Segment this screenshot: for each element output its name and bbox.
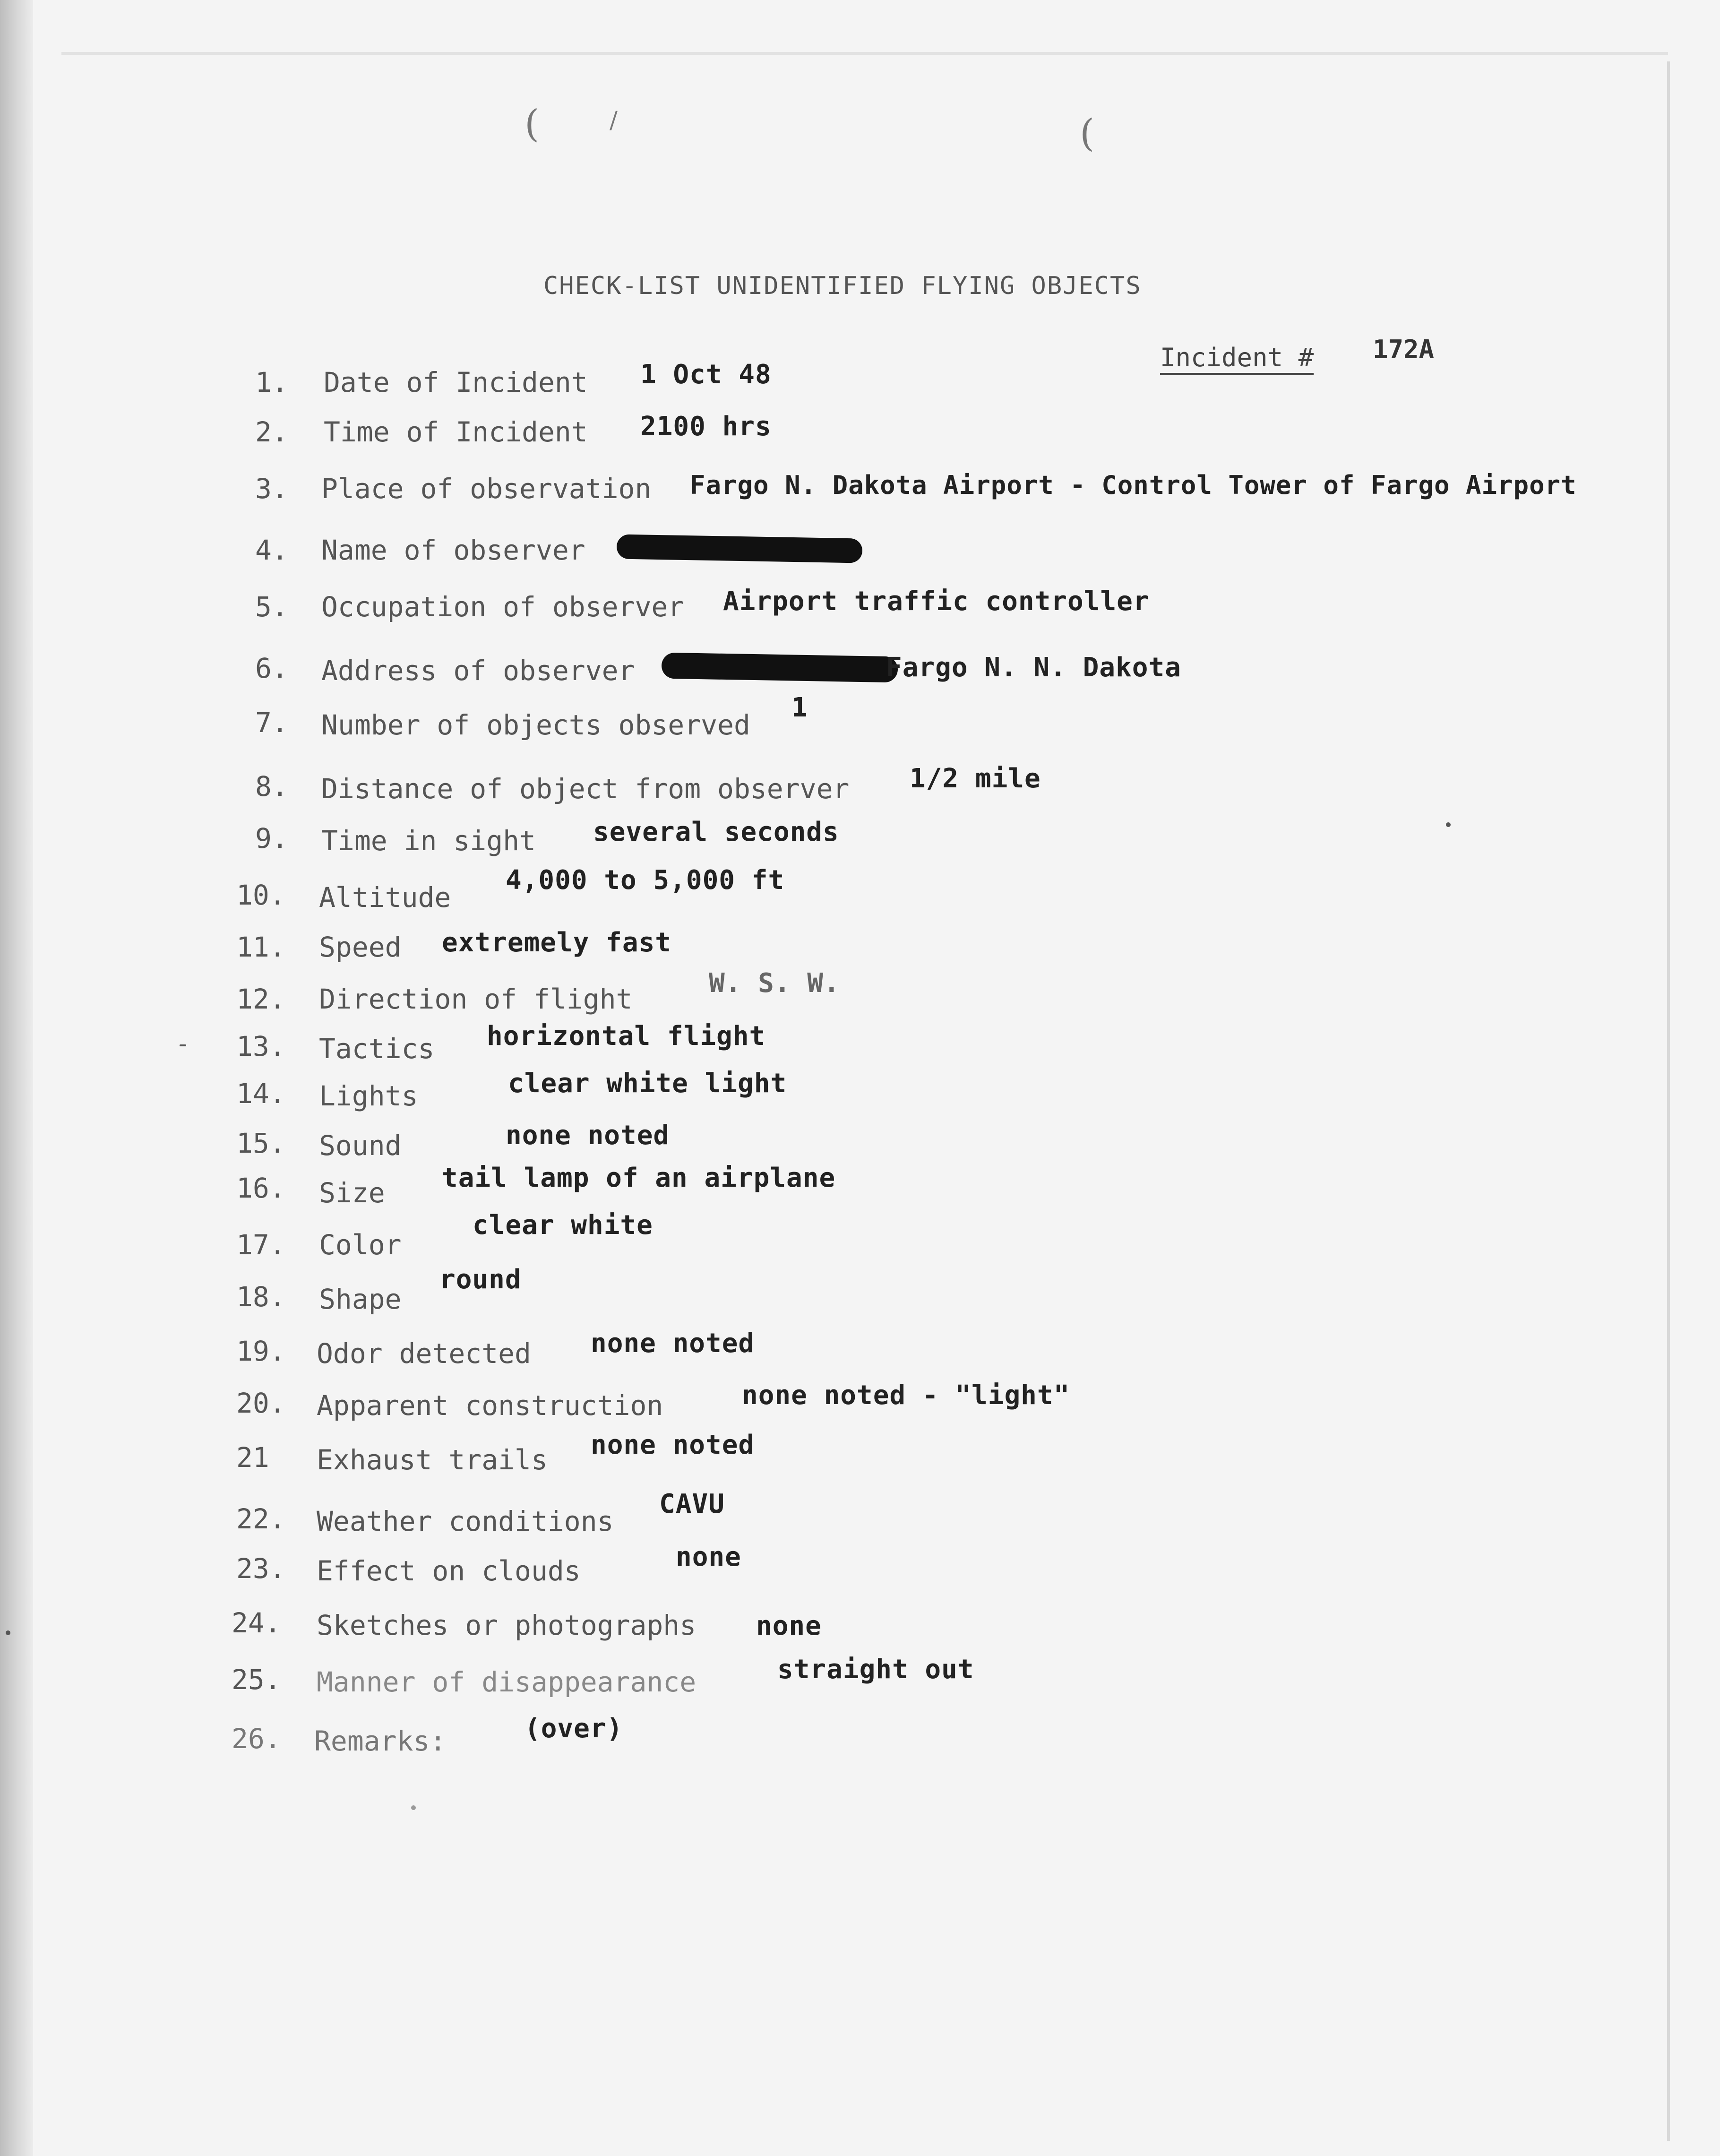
item-1-label: Date of Incident [324, 366, 588, 398]
item-3-number: 3. [255, 473, 288, 505]
item-25-value: straight out [777, 1654, 974, 1685]
item-10-label: Altitude [319, 881, 451, 914]
item-5-number: 5. [255, 591, 288, 623]
item-6-number: 6. [255, 652, 288, 684]
item-19-number: 19. [236, 1335, 286, 1367]
item-11-label: Speed [319, 931, 402, 963]
item-21-number: 21 [236, 1441, 269, 1474]
punch-mark-left: ( [525, 102, 540, 146]
item-10-number: 10. [236, 879, 286, 911]
scan-speck [6, 1630, 10, 1635]
item-15-value: none noted [506, 1120, 670, 1151]
item-14-label: Lights [319, 1080, 418, 1112]
item-22-label: Weather conditions [317, 1505, 614, 1537]
paper-top-edge [61, 52, 1668, 55]
item-7-label: Number of objects observed [321, 709, 750, 741]
item-19-label: Odor detected [317, 1337, 531, 1370]
item-16-label: Size [319, 1177, 385, 1209]
item-5-label: Occupation of observer [321, 591, 685, 623]
item-24-number: 24. [232, 1607, 281, 1639]
item-16-value: tail lamp of an airplane [442, 1163, 836, 1193]
incident-label: Incident # [1160, 343, 1314, 372]
redacted-address [662, 653, 898, 683]
item-4-number: 4. [255, 534, 288, 566]
item-12-number: 12. [236, 983, 286, 1015]
item-26-value: (over) [525, 1713, 623, 1744]
item-9-number: 9. [255, 822, 288, 854]
item-6-value: Fargo N. N. Dakota [886, 652, 1181, 683]
item-7-number: 7. [255, 707, 288, 739]
item-21-label: Exhaust trails [317, 1444, 548, 1476]
item-20-label: Apparent construction [317, 1389, 663, 1422]
item-11-number: 11. [236, 931, 286, 963]
form-title: CHECK-LIST UNIDENTIFIED FLYING OBJECTS [543, 272, 1142, 300]
item-1-value: 1 Oct 48 [640, 359, 772, 390]
scan-speck [180, 1044, 186, 1046]
item-21-value: none noted [591, 1430, 755, 1460]
item-9-label: Time in sight [321, 825, 536, 857]
item-25-number: 25. [232, 1664, 281, 1696]
item-24-label: Sketches or photographs [317, 1609, 697, 1641]
item-22-number: 22. [236, 1503, 286, 1535]
redacted-name [617, 534, 863, 563]
item-26-number: 26. [232, 1723, 281, 1755]
item-17-number: 17. [236, 1229, 286, 1261]
item-26-label: Remarks: [314, 1725, 447, 1757]
scan-speck [1446, 822, 1451, 827]
item-13-number: 13. [236, 1030, 286, 1062]
item-15-number: 15. [236, 1127, 286, 1159]
item-14-value: clear white light [508, 1068, 787, 1099]
item-5-value: Airport traffic controller [723, 586, 1150, 617]
paper-right-edge [1667, 61, 1670, 2141]
item-12-label: Direction of flight [319, 983, 633, 1015]
item-22-value: CAVU [659, 1489, 725, 1519]
item-4-label: Name of observer [321, 534, 585, 566]
item-24-value: none [756, 1611, 822, 1641]
item-19-value: none noted [591, 1328, 755, 1359]
item-3-value: Fargo N. Dakota Airport - Control Tower of Fargo Airport [690, 470, 1577, 500]
item-20-value: none noted - "light" [742, 1380, 1070, 1411]
item-2-label: Time of Incident [324, 416, 588, 448]
punch-mark-mid: / [610, 106, 618, 134]
item-17-label: Color [319, 1229, 402, 1261]
item-3-label: Place of observation [321, 473, 652, 505]
item-23-number: 23. [236, 1552, 286, 1585]
item-13-value: horizontal flight [487, 1021, 766, 1052]
item-2-value: 2100 hrs [640, 411, 772, 442]
item-23-value: none [676, 1542, 741, 1572]
item-18-value: round [439, 1264, 522, 1295]
item-16-number: 16. [236, 1172, 286, 1204]
item-20-number: 20. [236, 1387, 286, 1419]
item-2-number: 2. [255, 416, 288, 448]
item-10-value: 4,000 to 5,000 ft [506, 865, 785, 896]
scan-left-shadow [0, 0, 33, 2156]
scan-speck [411, 1805, 416, 1810]
punch-mark-right: ( [1080, 111, 1095, 155]
item-15-label: Sound [319, 1130, 402, 1162]
item-23-label: Effect on clouds [317, 1555, 581, 1587]
item-18-label: Shape [319, 1283, 402, 1315]
item-25-label: Manner of disappearance [317, 1666, 697, 1698]
item-12-value: W. S. W. [709, 968, 840, 999]
item-1-number: 1. [255, 366, 288, 398]
item-9-value: several seconds [593, 817, 839, 847]
item-11-value: extremely fast [442, 927, 672, 958]
item-8-number: 8. [255, 770, 288, 802]
incident-number: 172A [1373, 335, 1435, 364]
item-13-label: Tactics [319, 1033, 435, 1065]
item-8-label: Distance of object from observer [321, 773, 850, 805]
item-14-number: 14. [236, 1078, 286, 1110]
item-7-value: 1 [791, 692, 808, 723]
item-6-label: Address of observer [321, 655, 635, 687]
item-17-value: clear white [473, 1210, 653, 1241]
item-8-value: 1/2 mile [910, 763, 1041, 794]
item-18-number: 18. [236, 1281, 286, 1313]
